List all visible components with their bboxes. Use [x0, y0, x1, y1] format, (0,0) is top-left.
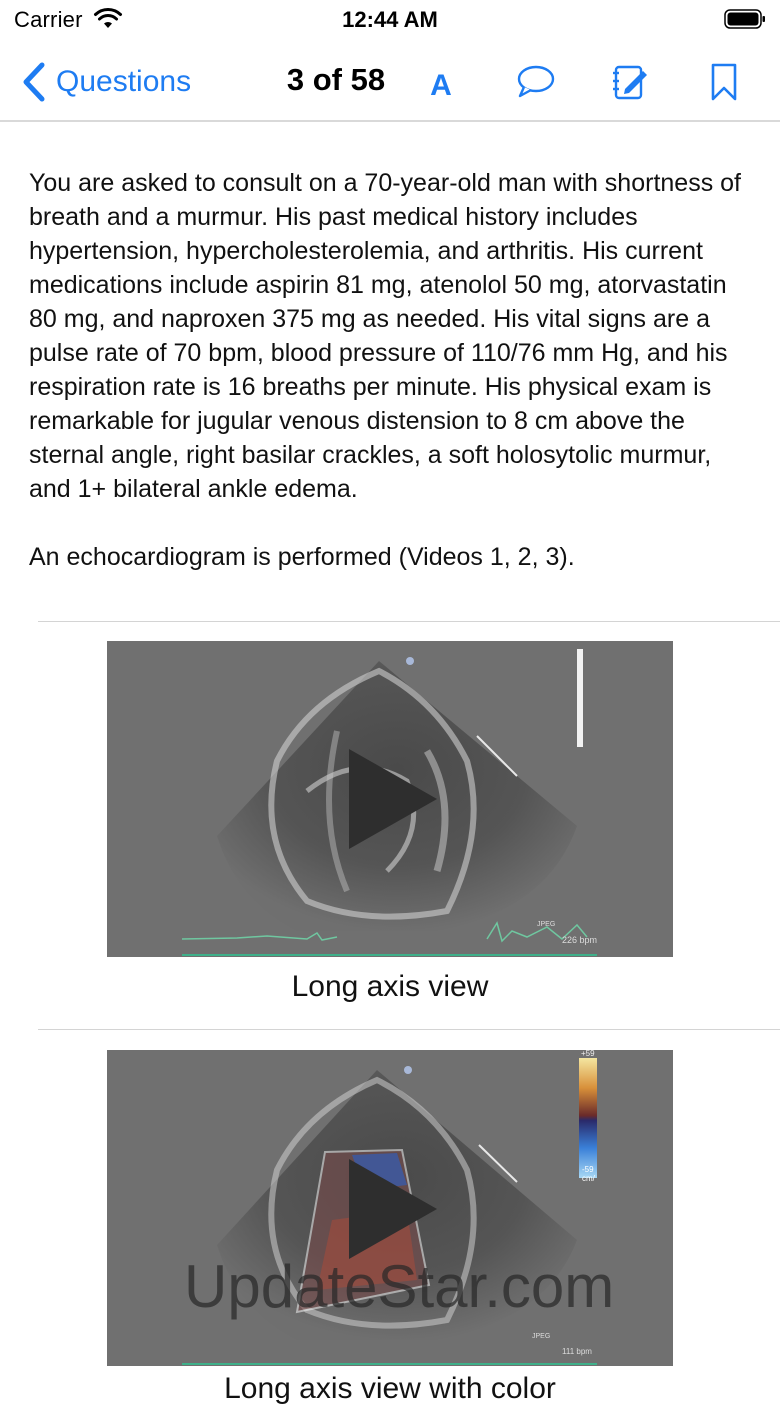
- question-counter: 3 of 58: [286, 62, 386, 97]
- question-followup: An echocardiogram is performed (Videos 1, 2, 3).: [29, 543, 575, 571]
- comment-icon: [515, 64, 555, 100]
- video-caption-1: Long axis view: [291, 970, 489, 1003]
- navigation-bar: [0, 42, 780, 122]
- question-stem: You are asked to consult on a 70-year-old man with shortness of breath and a murmur. His past medical history includes hypertension, hypercholesterolemia, and arthritis. His current medications include aspirin 81 mg, atenolol 50 mg, atorvastatin 80 mg, and naproxen 375 mg as needed. His vital signs are a pulse rate of 70 bpm, blood pressure of 110/76 mm Hg, and his respiration rate is 16 breaths per minute. His physical exam is remarkable for jugular venous distension to 8 cm above the sternal angle, right basilar crackles, a soft holosytolic murmur, and 1+ bilateral ankle edema.: [29, 169, 741, 503]
- comment-button[interactable]: [512, 60, 558, 104]
- status-bar: [0, 0, 780, 42]
- format-label: JPEG: [537, 921, 556, 928]
- scale-top-label: +59: [581, 1049, 595, 1058]
- video-caption-2: Long axis view with color: [224, 1372, 556, 1405]
- notes-button[interactable]: [606, 60, 652, 104]
- back-label: Questions: [56, 65, 192, 98]
- battery-icon: [724, 9, 766, 29]
- bookmark-button[interactable]: [704, 60, 744, 104]
- bookmark-icon: [710, 62, 738, 102]
- back-chevron-icon: [20, 61, 48, 103]
- format-label: JPEG: [532, 1333, 551, 1340]
- clock: 12:44 AM: [342, 7, 438, 32]
- divider: [38, 1029, 780, 1030]
- play-icon: [349, 749, 437, 849]
- notes-edit-icon: [609, 62, 649, 102]
- watermark: UpdateStar.com: [184, 1253, 615, 1320]
- ecg-rate-label: 226 bpm: [562, 935, 598, 945]
- video-player-1[interactable]: [107, 641, 673, 957]
- font-size-icon[interactable]: A: [430, 69, 452, 102]
- back-button[interactable]: [20, 60, 191, 104]
- carrier-label: Carrier: [14, 7, 83, 32]
- ecg-rate-label: 111 bpm: [562, 1347, 592, 1356]
- play-icon: [349, 1159, 437, 1259]
- scale-unit-label: cm/: [582, 1174, 595, 1183]
- scale-bottom-label: -59: [582, 1165, 594, 1174]
- question-text: [29, 166, 759, 574]
- divider: [38, 621, 780, 622]
